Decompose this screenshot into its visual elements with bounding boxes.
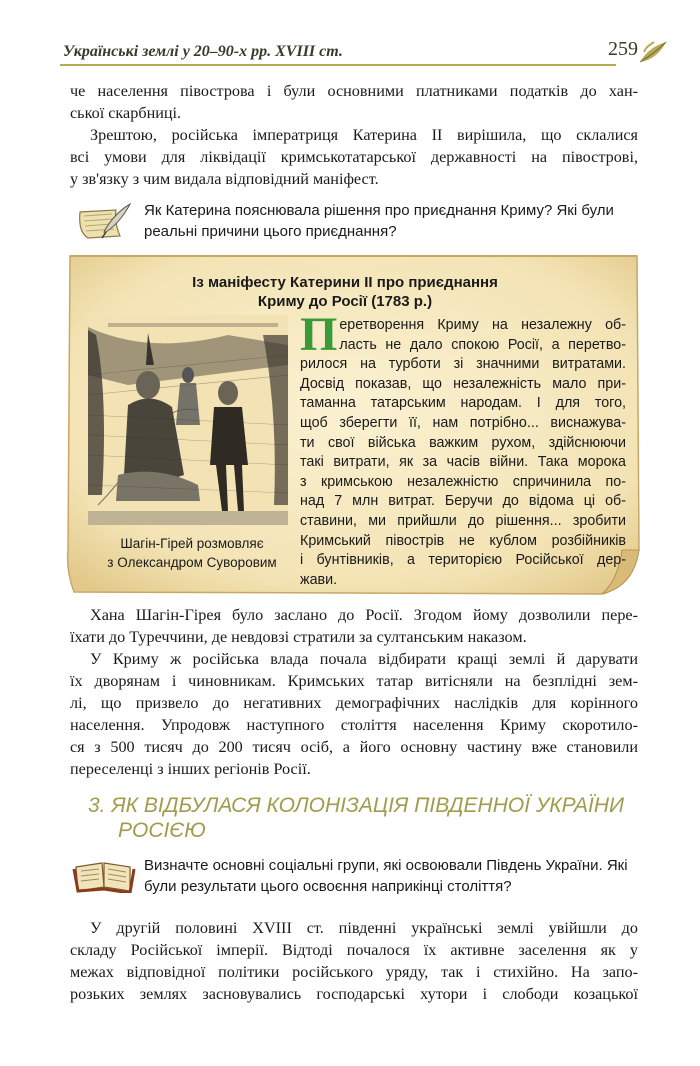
text-line: еретворення Криму на незалежну об- xyxy=(339,317,626,333)
text-line: жави. xyxy=(300,571,338,588)
text-line: Хана Шагін-Гірея було заслано до Росії. Згодом йому дозволили пере- xyxy=(90,606,638,624)
open-book-icon xyxy=(72,859,136,893)
text-line: Визначте основні соціальні групи, які освоювали Південь України. Які xyxy=(144,857,628,874)
text-line: реальні причини цього приєднання? xyxy=(144,223,397,240)
text-line: у зв'язку з чим видала відповідний маніфест. xyxy=(70,170,379,188)
caption-line: з Олександром Суворовим xyxy=(107,555,277,570)
page-number: 259 xyxy=(608,38,638,60)
chapter-title: Українські землі у 20–90-х рр. XVIII ст. xyxy=(63,43,343,60)
engraving-illustration xyxy=(88,315,288,525)
text-line: і бунтівників, а територією Російської дер- xyxy=(300,552,626,569)
text-line: розьких землях засновувались господарські хутори і слободи козацької xyxy=(70,985,638,1003)
text-line: ласть не дало спокою Росії, а перетво- xyxy=(339,336,626,353)
text-line: всі умови для ліквідації кримськотатарської державності на півострові, xyxy=(70,148,638,166)
text-line: рилося на турботи зі значними витратами. xyxy=(300,356,626,373)
text-line: У Криму ж російська влада почала відбирати кращі землі й дарувати xyxy=(90,650,638,668)
question-text xyxy=(144,200,634,242)
text-line: ставини, ми прийшли до рішення... зробити xyxy=(300,512,626,529)
text-line: Кримський півострів не кублом розбійників xyxy=(300,532,626,549)
question-text xyxy=(144,855,634,897)
intro-paragraph xyxy=(70,80,638,190)
text-line: з кримською незалежністю спричинила по- xyxy=(300,473,626,490)
heading-line: 3. ЯК ВІДБУЛАСЯ КОЛОНІЗАЦІЯ ПІВДЕННОЇ УКРАЇНИ xyxy=(88,794,625,817)
text-line: були результати цього освоєння наприкінці століття? xyxy=(144,878,512,895)
quill-scroll-icon xyxy=(74,202,132,242)
drop-cap: П xyxy=(300,308,338,361)
text-line: такі витрати, як за часів війни. Така морока xyxy=(300,454,626,471)
text-line: Як Катерина пояснювала рішення про приєднання Криму? Які були xyxy=(144,202,614,219)
manifesto-text xyxy=(300,308,626,590)
text-line: ся з 500 тисяч до 200 тисяч осіб, а його основну частину вже становили xyxy=(70,738,638,756)
text-line: ти свої війська важким рухом, здійснюючи xyxy=(300,434,626,451)
text-line: Зрештою, російська імператриця Катерина II вирішила, що склалися xyxy=(90,126,638,144)
illustration-caption xyxy=(92,534,292,572)
section-heading xyxy=(88,793,628,843)
text-line: переселенці з інших регіонів Росії. xyxy=(70,760,311,778)
text-line: че населення півострова і були основними платниками податків до хан- xyxy=(70,82,638,100)
header-rule xyxy=(60,64,616,66)
question-block xyxy=(70,200,638,244)
text-line: їх дворянам і чиновникам. Кримських татар витісняли на безплідні зем- xyxy=(70,672,638,690)
text-line: У другій половині XVIII ст. південні українські землі увійшли до xyxy=(90,919,638,937)
heading-line: РОСІЄЮ xyxy=(118,819,206,842)
text-line: межах відповідної політики російського уряду, так і стихійно. На запо- xyxy=(70,963,638,981)
leaf-ornament-icon xyxy=(638,40,668,66)
title-line: Криму до Росії (1783 р.) xyxy=(257,293,433,310)
text-line: ської скарбниці. xyxy=(70,104,182,122)
text-line: складу Російської імперії. Відтоді почалося їх активне заселення як у xyxy=(70,941,638,959)
text-line: їхати до Туреччини, де невдовзі стратили за султанським наказом. xyxy=(70,628,527,646)
running-header xyxy=(60,38,656,68)
after-paragraph xyxy=(70,604,638,780)
text-line: щоб зберегти її, нам потрібно... виснажува- xyxy=(300,414,626,431)
text-line: населення. Упродовж наступного століття населення Криму скоротило- xyxy=(70,716,638,734)
caption-line: Шагін-Гірей розмовляє xyxy=(120,536,264,551)
title-line: Із маніфесту Катерини II про приєднання xyxy=(192,274,498,291)
manifesto-title xyxy=(95,273,595,311)
text-line: Досвід показав, що незалежність мало при- xyxy=(300,375,626,392)
text-line: над 7 млн витрат. Беручи до відома ці об- xyxy=(300,493,626,510)
text-line: таманна татарським народам. І для того, xyxy=(300,395,626,412)
final-paragraph xyxy=(70,917,638,1005)
text-line: лі, що призвело до негативних демографічних наслідків для корінного xyxy=(70,694,638,712)
question-block xyxy=(70,855,638,899)
